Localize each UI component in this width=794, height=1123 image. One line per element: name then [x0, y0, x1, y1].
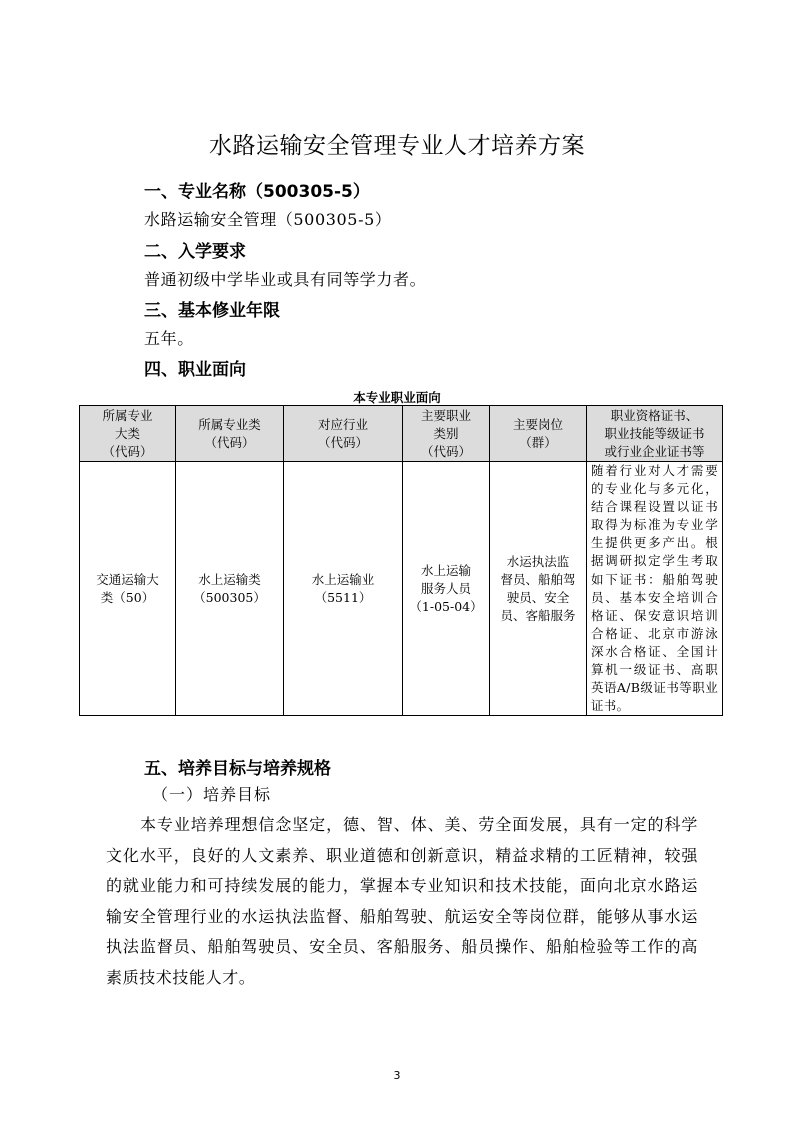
cell-occupation: 水上运输 服务人员 （1-05-04）: [403, 462, 490, 716]
cell-certificates: 随着行业对人才需要的专业化与多元化，结合课程设置以证书取得为标准为专业学生提供更多产出。根据调研拟定学生考取如下证书：船舶驾驶员、基本安全培训合格证、保安意识培训合格证、北京市游泳深水合格证、全国计算机一级证书、高职英语A/B级证书等职业证书。: [587, 462, 723, 716]
section-heading-goals: 五、培养目标与培养规格: [144, 759, 331, 779]
cell-category: 交通运输大 类（50）: [80, 462, 176, 716]
section-heading-major-name: 一、专业名称（500305-5）: [144, 182, 370, 202]
cell-major-class: 水上运输类 （500305）: [176, 462, 284, 716]
duration-text: 五年。: [144, 329, 194, 348]
admission-text: 普通初级中学毕业或具有同等学力者。: [144, 270, 427, 289]
header-occupation: 主要职业 类别 （代码）: [403, 406, 490, 462]
table-caption: 本专业职业面向: [353, 390, 441, 405]
section-heading-career: 四、职业面向: [144, 360, 246, 380]
subsection-heading-goals: （一）培养目标: [152, 785, 272, 804]
career-orientation-table: [79, 405, 723, 716]
document-title: 水路运输安全管理专业人才培养方案: [209, 133, 585, 159]
section-heading-admission: 二、入学要求: [144, 242, 246, 262]
cell-industry: 水上运输业 （5511）: [284, 462, 403, 716]
table-row: [80, 462, 723, 716]
table-header-row: [80, 406, 723, 462]
major-name-text: 水路运输安全管理（500305-5）: [144, 210, 392, 229]
cell-positions: 水运执法监 督员、船舶驾 驶员、安全 员、客船服务: [490, 462, 587, 716]
goals-paragraph: 本专业培养理想信念坚定，德、智、体、美、劳全面发展，具有一定的科学文化水平，良好的人文素养、职业道德和创新意识，精益求精的工匠精神，较强的就业能力和可持续发展的能力，掌握本专业知识和技术技能，面向北京水路运输安全管理行业的水运执法监督、船舶驾驶、航运安全等岗位群，能够从事水运执法监督员、船舶驾驶员、安全员、客船服务、船员操作、船舶检验等工作的高素质技术技能人才。: [106, 815, 698, 987]
header-certificates: 职业资格证书、 职业技能等级证书 或行业企业证书等: [587, 406, 723, 462]
header-major-class: 所属专业类 （代码）: [176, 406, 284, 462]
header-industry: 对应行业 （代码）: [284, 406, 403, 462]
section-heading-duration: 三、基本修业年限: [144, 301, 280, 321]
header-category: 所属专业 大类 （代码）: [80, 406, 176, 462]
page-number: 3: [393, 1069, 401, 1082]
header-positions: 主要岗位 （群）: [490, 406, 587, 462]
